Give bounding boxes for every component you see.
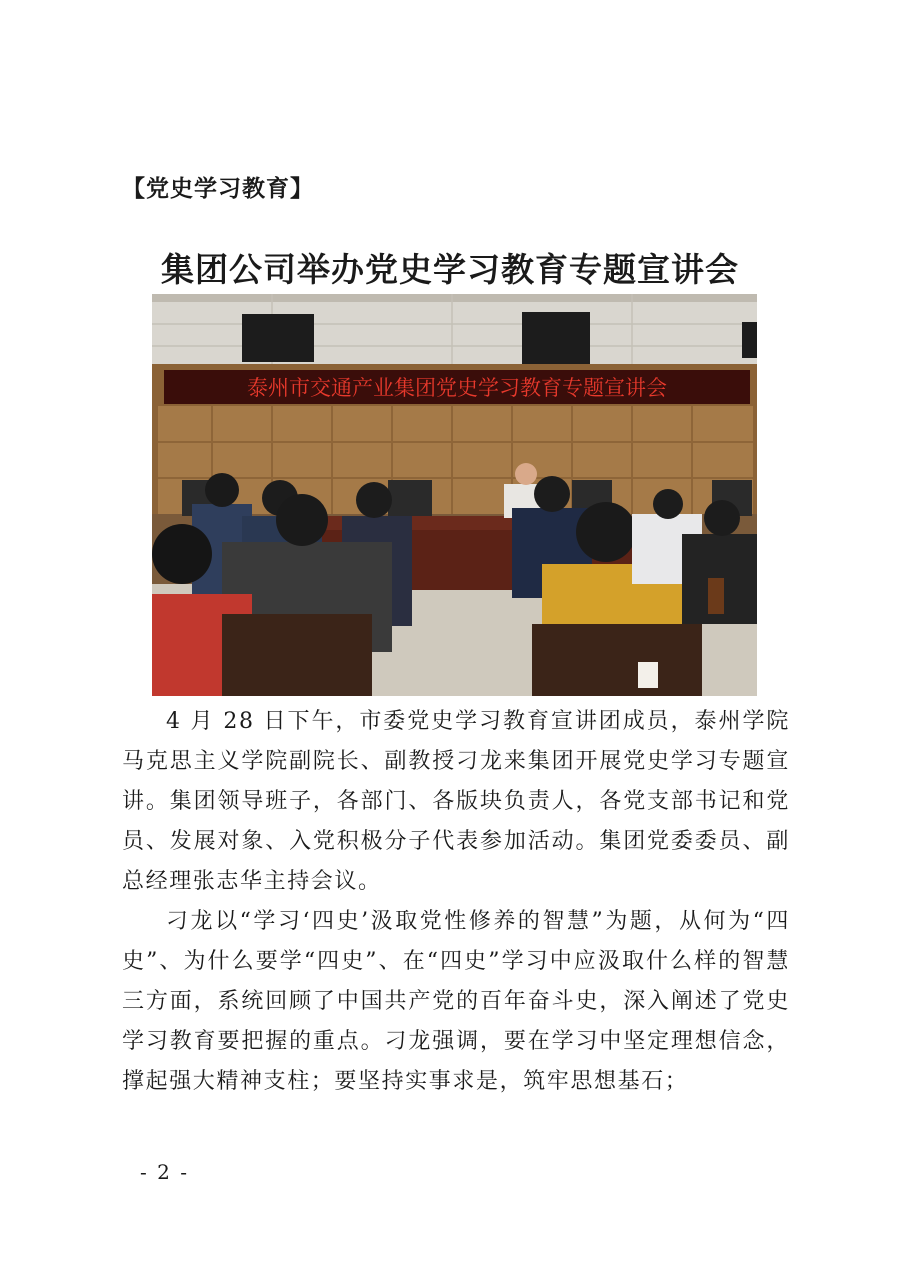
speaker-left [242, 314, 314, 362]
section-tag: 【党史学习教育】 [122, 175, 314, 202]
meeting-photo [152, 294, 757, 696]
paragraph-1: 4 月 28 日下午，市委党史学习教育宣讲团成员，泰州学院马克思主义学院副院长、副教授刁龙来集团开展党史学习专题宣讲。集团领导班子，各部门、各版块负责人，各党支部书记和党员、发展对象、入党积极分子代表参加活动。集团党委委员、副总经理张志华主持会议。 [122, 709, 790, 894]
article-body [122, 702, 790, 1102]
banner-text: 泰州市交通产业集团党史学习教育专题宣讲会 [247, 376, 667, 400]
speaker-right [522, 312, 590, 364]
paragraph-2: 刁龙以“学习‘四史’汲取党性修养的智慧”为题，从何为“四史”、为什么要学“四史”、在“四史”学习中应汲取什么样的智慧三方面，系统回顾了中国共产党的百年奋斗史，深入阐述了党史学习教育要把握的重点。刁龙强调，要在学习中坚定理想信念，撑起强大精神支柱；要坚持实事求是，筑牢思想基石； [122, 909, 790, 1094]
page-number: - 2 - [140, 1160, 189, 1184]
article-headline: 集团公司举办党史学习教育专题宣讲会 [161, 250, 739, 289]
